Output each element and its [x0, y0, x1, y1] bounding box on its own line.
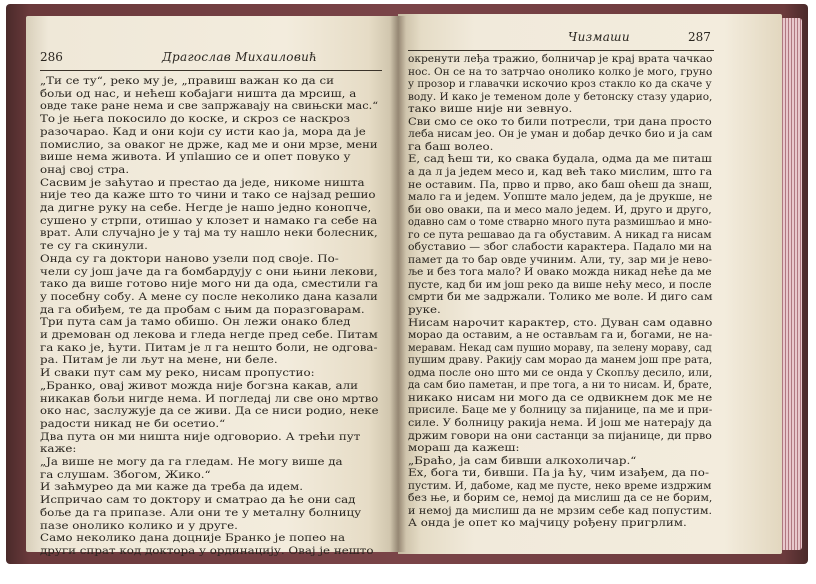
- text-line: помислио, за оваког не држе, кад ме и они мрзе, мени: [40, 138, 378, 151]
- text-line: „Ја више не могу да га гледам. Не могу више да: [40, 456, 343, 468]
- text-line: не оставим. Па, прво и прво, ако баш оћеш да знаш,: [408, 178, 713, 191]
- text-line: врат. Али случајно је у тај ма ту нашло неки болесник,: [40, 227, 378, 240]
- header-rule: [40, 70, 382, 71]
- text-line: боље да га припазе. Али они те у металну болницу: [40, 506, 362, 519]
- text-line: ље и без тога мало? И овако можда никад неће да ме: [408, 266, 712, 279]
- text-line: пазе онолико колико и у друге.: [40, 519, 238, 532]
- text-line: присиле. Баце ме у болницу за пијанице, па ме и при-: [408, 404, 713, 417]
- text-line: у посебну собу. А мене су после неколико дана казали: [40, 290, 378, 303]
- text-line: и немој да мислиш да не мрзим себе кад попустим.: [408, 504, 713, 517]
- text-line: Онда су га доктори наново узели под своје. По-: [40, 252, 339, 265]
- header-rule: [408, 50, 714, 51]
- text-line: сушено у стрпи, отишао у клозет и намако га себе на: [40, 214, 378, 227]
- text-line: смрти би ме задржали. Толико ме воле. И дигo сам: [408, 291, 713, 304]
- text-line: га баш волео.: [408, 140, 494, 153]
- text-line: Два пута он ми ништа није одговорио. А трећи пут: [40, 430, 361, 443]
- text-line: Три пута сам ја тамо обишо. Он лежи онако блед: [40, 316, 351, 329]
- text-line: го се пута решавао да га обуставим. А никад га нисам: [408, 228, 712, 241]
- text-line: те су га скинули.: [40, 240, 148, 253]
- page-edges: [782, 18, 802, 550]
- text-line: одма после оно што ми се онда у Скопљу десило, или,: [408, 366, 713, 379]
- text-line: га како је, ћути. Питам је л га нешто боли, не одгова-: [40, 341, 378, 354]
- text-line: пушим драву. Ракију сам морао да манем још пре рата,: [408, 354, 713, 367]
- right-page: [398, 14, 782, 554]
- text-line: нос. Он се на то затрчао онолико колко је мого, груно: [408, 65, 713, 78]
- text-line: руке.: [408, 304, 441, 316]
- text-line: Само неколико дана доцније Бранко је попео на: [40, 532, 346, 545]
- text-line: није тео да каже што то чини и тако се најзад решио: [40, 189, 376, 202]
- text-line: овде таке ране нема и све запржавају на свињски мас.“: [40, 100, 379, 113]
- text-line: леба нисам јео. Он је уман и добар дечко био и ја сам: [408, 128, 713, 141]
- text-line: а да л ја једем месо и, кад већ тако мислим, што га: [408, 165, 713, 178]
- text-line: памет да то бар овде учиним. Али, ту, зар ми је нево-: [408, 253, 713, 266]
- text-line: би ово оваки, па и месо мало једем. И, друго и друго,: [408, 203, 712, 216]
- text-line: Е, сад ћеш ти, ко свака будала, одма да ме питаш: [408, 153, 712, 166]
- text-line: И сваки пут сам му реко, нисам пропустио:: [40, 367, 315, 380]
- text-line: да га обиђем, те да пробам с њим да поразговарам.: [40, 303, 365, 316]
- text-line: То је њега покосило до коске, и скроз се наскроз: [40, 113, 351, 126]
- page-number: 286: [40, 50, 63, 64]
- text-line: окренути леђа тражио, болничар је крај врата чачкао: [408, 53, 713, 65]
- text-line: бољи од нас, и нећеш кобајаги ништа да мрсиш, а: [40, 87, 357, 100]
- left-page: [26, 16, 398, 557]
- text-line: да сам био паметан, и пре тога, а ни то нисам. И, брате,: [408, 379, 712, 392]
- text-line: пусте, кад би им још реко да више нећу месо, и после: [408, 278, 712, 291]
- text-line: онај свој стра.: [40, 163, 130, 176]
- text-line: А онда је опет ко мајчицу рођену пригрлим.: [408, 517, 687, 530]
- text-line: „Браћо, ја сам бивши алкохоличар.“: [408, 454, 637, 467]
- text-line: одавно сам о томе стварно много пута размишљао и мно-: [408, 216, 712, 229]
- text-line: никакав бољи нигде нема. И погледај ли све оно мртво: [40, 392, 379, 405]
- text-line: више нема живота. И упlaшио се и опет повуко у: [40, 151, 351, 164]
- running-head: Драгослав Михаиловић: [162, 50, 318, 64]
- text-line: да дигне руку на себе. Негде је нашо једно конопче,: [40, 202, 372, 214]
- text-line: други спрат код доктора у ординацију. Овај је нешто: [40, 544, 374, 557]
- running-head: Чизмаши: [568, 30, 630, 44]
- text-line: меравам. Некад сам пушио мораву, па зелену мораву, сад: [408, 341, 712, 354]
- text-line: ра. Питам је ли љут на мене, ни беле.: [40, 354, 278, 367]
- text-line: без ње, и борим се, немој да мислиш да се не борим,: [408, 492, 713, 505]
- text-line: разочарао. Кад и они који су исти као ја, мора да је: [40, 125, 366, 138]
- text-line: обуставио — због слабости карактера. Падало ми на: [408, 241, 712, 254]
- text-line: и дремован од лекова и гледа негде пред себе. Питам: [40, 329, 378, 341]
- text-line: Ех, бога ти, бивши. Па ја ћу, чим изађем, да по-: [408, 467, 709, 480]
- text-line: радости никад не би осетио.“: [40, 417, 226, 430]
- text-line: И заћмурео да ми каже да треба да идем.: [40, 481, 304, 494]
- text-line: тако да више готово није мого ни да ода, сместили га: [40, 278, 379, 291]
- text-line: Сасвим је заћутао и престао да једе, никоме ништа: [40, 176, 365, 189]
- text-line: воду. И како је теменом доле у бетонску стазу ударио,: [408, 90, 713, 103]
- text-line: мораш да кажеш:: [408, 442, 520, 455]
- text-line: никако нисам ни мого да се одвикнем док ме не: [408, 391, 713, 404]
- text-line: држим говори на они састанци за пијанице, ди прво: [408, 429, 712, 442]
- text-line: „Ти се ту“, реко му је, „правиш важан ко да си: [40, 75, 335, 87]
- text-line: каже:: [40, 443, 77, 456]
- text-line: чели су још јаче да га бомбардују с они њини лекови,: [40, 265, 378, 278]
- open-book: [6, 4, 808, 564]
- text-line: тако више није ни зевнуо.: [408, 103, 573, 116]
- text-line: око нас, заслужује да се живи. Да се ниси родио, неке: [40, 405, 379, 418]
- text-line: мало га и једем. Уопште мало једем, да је друкше, не: [408, 191, 713, 204]
- text-line: Испричао сам то доктору и сматрао да ће они сад: [40, 494, 356, 507]
- text-line: га слушам. Збогом, Жико.“: [40, 468, 211, 481]
- text-line: пустим. И, дабоме, кад ме пусте, неко време издржим: [408, 479, 712, 492]
- text-line: „Бранко, овај живот можда није богзна какав, али: [40, 379, 359, 392]
- text-line: Нисам нарочит карактер, сто. Дуван сам одавно: [408, 316, 713, 329]
- book-gutter: [390, 16, 406, 552]
- text-line: Сви смо се око то били потресли, три дана просто: [408, 115, 712, 128]
- text-line: морао да оставим, а не остављам га и, богами, не на-: [408, 329, 713, 342]
- text-line: силе. У болницу ракија нема. И још ме натерају да: [408, 416, 712, 429]
- page-number: 287: [688, 30, 711, 44]
- text-line: у прозор и главачки искочио кроз стакло ко да скаче у: [408, 78, 712, 91]
